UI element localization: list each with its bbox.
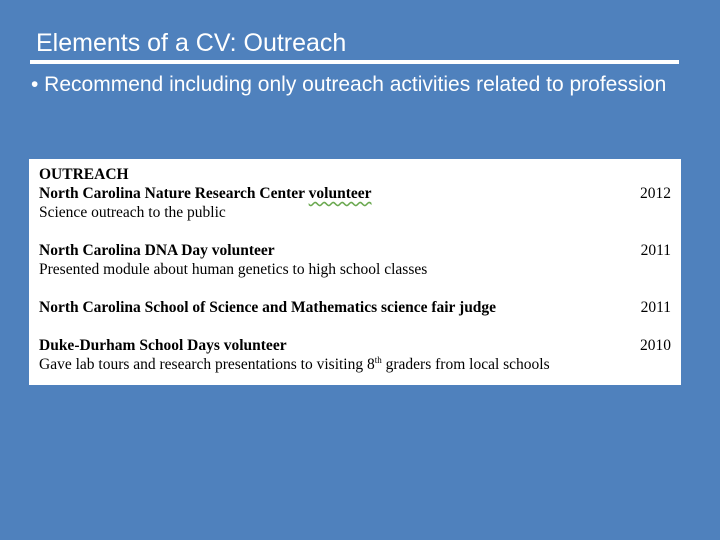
- cv-entry-description: Presented module about human genetics to high school classes: [39, 261, 428, 278]
- cv-entry-org-text: North Carolina Nature Research Center: [39, 185, 309, 202]
- cv-entry-org: North Carolina School of Science and Mathematics science fair judge: [39, 299, 497, 316]
- cv-entry-year: 2011: [640, 299, 671, 316]
- cv-entry-org: Duke-Durham School Days volunteer: [39, 337, 287, 354]
- cv-entry-org: North Carolina DNA Day volunteer: [39, 242, 275, 259]
- cv-section-heading: OUTREACH: [39, 166, 129, 183]
- cv-entry-org: [39, 184, 372, 203]
- title-underline: [30, 60, 679, 64]
- cv-desc-superscript: th: [374, 354, 382, 365]
- slide-title: Elements of a CV: Outreach: [36, 29, 347, 57]
- cv-outreach-excerpt: [29, 159, 681, 385]
- cv-entry-year: 2012: [640, 185, 671, 202]
- cv-entry-year: 2011: [640, 242, 671, 259]
- cv-entry-description: Science outreach to the public: [39, 204, 226, 221]
- cv-entry-description: [39, 355, 550, 374]
- spellcheck-flagged-word: volunteer: [308, 185, 372, 202]
- cv-entry-year: 2010: [640, 337, 671, 354]
- cv-desc-part: Gave lab tours and research presentations to visiting 8: [39, 356, 375, 373]
- cv-desc-part: graders from local schools: [381, 356, 550, 373]
- bullet-text: • Recommend including only outreach activities related to profession: [31, 73, 667, 96]
